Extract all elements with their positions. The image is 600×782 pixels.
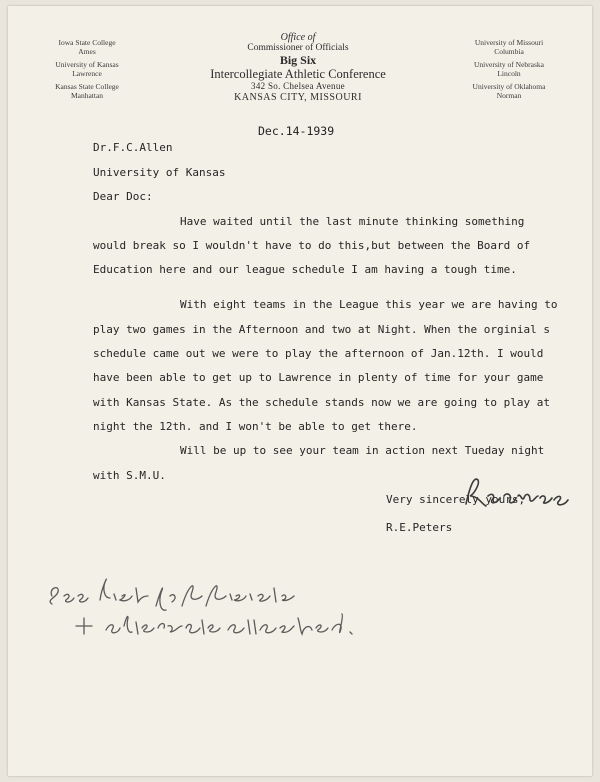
- member-school: [454, 82, 564, 100]
- member-school: [42, 82, 132, 100]
- letterhead-commissioner: Commissioner of Officials: [247, 43, 349, 53]
- school-name: University of Oklahoma: [472, 82, 546, 91]
- body-line: Have waited until the last minute thinking something: [180, 215, 525, 228]
- letter-page: [8, 6, 592, 776]
- letterhead-address: 342 So. Chelsea Avenue: [251, 81, 345, 91]
- letterhead-conference: Intercollegiate Athletic Conference: [210, 67, 386, 81]
- school-name: University of Missouri: [474, 38, 544, 47]
- letterhead-member-schools-left: [42, 38, 132, 104]
- body-line: With eight teams in the League this year we are having to: [180, 298, 558, 311]
- school-name: University of Kansas: [55, 60, 119, 69]
- letter-date: Dec.14-1939: [258, 124, 335, 138]
- letterhead-city: KANSAS CITY, MISSOURI: [234, 92, 362, 103]
- letterhead-big-six: Big Six: [279, 53, 317, 67]
- body-line: would break so I wouldn't have to do this,but between the Board of: [93, 239, 531, 252]
- body-line: Will be up to see your team in action next Tueday night: [180, 444, 545, 457]
- school-city: Columbia: [494, 47, 524, 56]
- handwritten-signature: [460, 466, 570, 516]
- school-name: Kansas State College: [55, 82, 119, 91]
- school-name: University of Nebraska: [474, 60, 544, 69]
- body-line: night the 12th. and I won't be able to get there.: [93, 420, 418, 433]
- school-city: Ames: [78, 47, 96, 56]
- school-city: Norman: [496, 91, 522, 100]
- letterhead-office: Office of: [280, 32, 316, 43]
- body-line: schedule came out we were to play the afternoon of Jan.12th. I would: [93, 347, 544, 360]
- member-school: [454, 38, 564, 56]
- school-name: Iowa State College: [58, 38, 116, 47]
- member-school: [42, 60, 132, 78]
- typed-signature-name: R.E.Peters: [386, 521, 453, 534]
- valediction: Very sincerely yours,: [386, 493, 526, 506]
- school-city: Lawrence: [72, 69, 102, 78]
- school-city: Manhattan: [70, 91, 104, 100]
- body-line: Education here and our league schedule I am having a tough time.: [93, 263, 517, 276]
- letterhead-title-block: [188, 32, 408, 104]
- body-line: play two games in the Afternoon and two at Night. When the orginial s: [93, 323, 550, 336]
- recipient-name: Dr.F.C.Allen: [93, 141, 173, 154]
- school-city: Lincoln: [497, 69, 521, 78]
- recipient-org: University of Kansas: [93, 166, 226, 179]
- body-line: with S.M.U.: [93, 469, 166, 482]
- handwritten-annotation: [38, 566, 398, 646]
- member-school: [42, 38, 132, 56]
- body-line: with Kansas State. As the schedule stands now we are going to play at: [93, 396, 550, 409]
- body-line: have been able to get up to Lawrence in plenty of time for your game: [93, 371, 544, 384]
- member-school: [454, 60, 564, 78]
- salutation: Dear Doc:: [93, 190, 153, 203]
- letterhead-member-schools-right: [454, 38, 564, 104]
